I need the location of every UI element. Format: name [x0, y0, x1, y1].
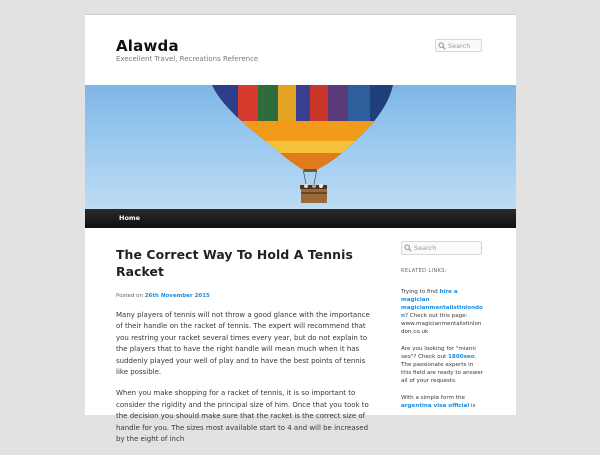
widget-text: Trying to find	[401, 289, 440, 295]
header-search-input[interactable]	[448, 42, 482, 50]
widget-text: is	[469, 403, 476, 409]
post-title[interactable]: The Correct Way To Hold A Tennis Racket	[116, 247, 353, 279]
header-search[interactable]	[435, 39, 482, 52]
widget-link-1800seo[interactable]: 1800seo	[448, 354, 475, 360]
widget-paragraph	[401, 288, 485, 336]
main-content	[116, 247, 371, 455]
widget-text: ? Check out this page: www.magicianmentalistinlondon.co.uk	[401, 313, 482, 335]
site-description: Execellent Travel, Recreations Reference	[116, 55, 259, 63]
widget-text: With a simple form the	[401, 395, 465, 401]
nav-item-home[interactable]: Home	[119, 214, 141, 222]
widget-paragraph	[401, 345, 485, 385]
page-container	[85, 14, 516, 444]
post-body	[116, 310, 371, 445]
widget-link-magician[interactable]: hire a magician magicianmentalistinlondon	[401, 289, 483, 319]
post-date-link[interactable]: 26th November 2015	[144, 293, 210, 299]
main-nav	[85, 209, 516, 228]
search-icon	[404, 244, 412, 252]
sidebar-search-input[interactable]	[414, 244, 476, 252]
post-paragraph: Many players of tennis will not throw a good glance with the importance of their handle on the racket of tennis. The expert will recommend that you restring your racket several times every year, but do not explain to the players that to have the right handle will mean much when it has suddenly played your well of play and to have the best points of tennis like possible.	[116, 311, 370, 377]
post-paragraph: When you make shopping for a racket of tennis, it is so important to consider the rigidity and the principal size of him. Once that you took to the decision you should make sure that the racket is the correct size of handle for you. The sizes most available start to 4 and will be increased by the eight of inch	[116, 389, 369, 444]
site-title[interactable]: Alawda	[116, 37, 179, 55]
post-meta-prefix: Posted on	[116, 293, 143, 299]
widget-title: RELATED LINKS:	[401, 268, 447, 274]
sidebar	[401, 241, 485, 419]
widget-paragraph	[401, 394, 485, 410]
hot-air-balloon-icon	[85, 85, 516, 209]
related-links-widget	[401, 288, 485, 410]
header-image	[85, 85, 516, 209]
widget-text: Are you looking for "miami seo"? Check out	[401, 346, 476, 360]
widget-link-argentina-visa[interactable]: argentina visa official	[401, 403, 470, 409]
post-meta	[116, 293, 371, 299]
sidebar-search[interactable]	[401, 241, 482, 255]
search-icon	[438, 42, 446, 50]
widget-text: . The passionate experts in this field are ready to answer all of your requests.	[401, 354, 483, 384]
